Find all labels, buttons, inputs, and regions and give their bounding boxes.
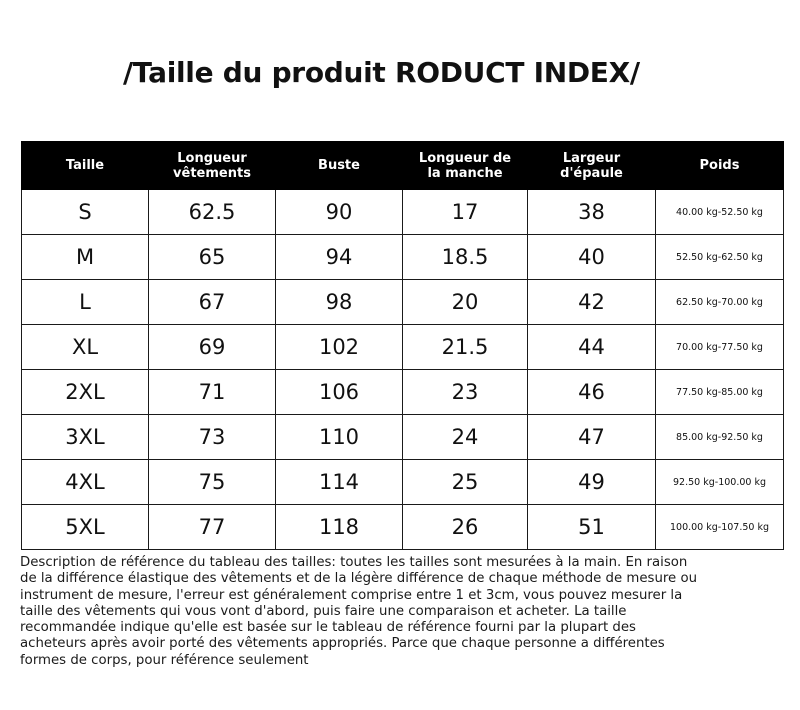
cell-shoulder: 40 <box>528 235 656 280</box>
cell-length: 77 <box>149 505 276 550</box>
cell-size: 4XL <box>22 460 149 505</box>
cell-length: 75 <box>149 460 276 505</box>
header-largeur-epaule-label: Largeur d'épaule <box>560 150 623 181</box>
table-row <box>22 370 784 415</box>
cell-bust: 114 <box>276 460 403 505</box>
cell-shoulder: 38 <box>528 190 656 235</box>
cell-shoulder: 46 <box>528 370 656 415</box>
size-chart-table <box>21 141 784 550</box>
table-row <box>22 415 784 460</box>
table-row <box>22 460 784 505</box>
size-chart-description: Description de référence du tableau des tailles: toutes les tailles sont mesurées à la main. En raison de la différence élastique des vêtements et de la légère différence de chaque méthode de mesure ou instrument de mesure, l'erreur est généralement comprise entre 1 et 3cm, vous pouvez mesurer la taille des vêtements qui vous vont d'abord, puis faire une comparaison et acheter. La taille recommandée indique qu'elle est basée sur le tableau de référence fourni par la plupart des acheteurs après avoir porté des vêtements appropriés. Parce que chaque personne a différentes formes de corps, pour référence seulement <box>20 555 698 668</box>
cell-size: 5XL <box>22 505 149 550</box>
cell-shoulder: 47 <box>528 415 656 460</box>
cell-weight: 85.00 kg-92.50 kg <box>656 415 784 460</box>
table-row <box>22 235 784 280</box>
cell-weight: 77.50 kg-85.00 kg <box>656 370 784 415</box>
cell-bust: 94 <box>276 235 403 280</box>
header-longueur-manche-label: Longueur de la manche <box>418 150 512 181</box>
cell-length: 65 <box>149 235 276 280</box>
table-row <box>22 190 784 235</box>
cell-shoulder: 42 <box>528 280 656 325</box>
table-row <box>22 325 784 370</box>
header-largeur-epaule <box>528 142 656 190</box>
cell-bust: 106 <box>276 370 403 415</box>
cell-weight: 70.00 kg-77.50 kg <box>656 325 784 370</box>
header-longueur-vetements <box>149 142 276 190</box>
cell-size: M <box>22 235 149 280</box>
table-row <box>22 505 784 550</box>
page-title: /Taille du produit RODUCT INDEX/ <box>123 56 640 89</box>
cell-length: 73 <box>149 415 276 460</box>
cell-shoulder: 51 <box>528 505 656 550</box>
header-longueur-vetements-label: Longueur vêtements <box>173 150 251 181</box>
table-row <box>22 280 784 325</box>
cell-bust: 98 <box>276 280 403 325</box>
cell-weight: 92.50 kg-100.00 kg <box>656 460 784 505</box>
cell-size: L <box>22 280 149 325</box>
header-buste: Buste <box>276 142 403 190</box>
cell-sleeve: 17 <box>403 190 528 235</box>
cell-bust: 102 <box>276 325 403 370</box>
cell-sleeve: 21.5 <box>403 325 528 370</box>
header-longueur-manche <box>403 142 528 190</box>
cell-sleeve: 20 <box>403 280 528 325</box>
cell-size: 2XL <box>22 370 149 415</box>
table-header-row <box>22 142 784 190</box>
cell-shoulder: 49 <box>528 460 656 505</box>
cell-size: XL <box>22 325 149 370</box>
cell-sleeve: 23 <box>403 370 528 415</box>
cell-sleeve: 25 <box>403 460 528 505</box>
cell-weight: 40.00 kg-52.50 kg <box>656 190 784 235</box>
cell-length: 71 <box>149 370 276 415</box>
cell-length: 69 <box>149 325 276 370</box>
header-poids: Poids <box>656 142 784 190</box>
cell-weight: 100.00 kg-107.50 kg <box>656 505 784 550</box>
cell-bust: 90 <box>276 190 403 235</box>
cell-sleeve: 24 <box>403 415 528 460</box>
cell-length: 67 <box>149 280 276 325</box>
cell-weight: 52.50 kg-62.50 kg <box>656 235 784 280</box>
cell-size: S <box>22 190 149 235</box>
cell-size: 3XL <box>22 415 149 460</box>
header-taille: Taille <box>22 142 149 190</box>
cell-sleeve: 18.5 <box>403 235 528 280</box>
cell-bust: 110 <box>276 415 403 460</box>
cell-length: 62.5 <box>149 190 276 235</box>
cell-sleeve: 26 <box>403 505 528 550</box>
cell-weight: 62.50 kg-70.00 kg <box>656 280 784 325</box>
cell-bust: 118 <box>276 505 403 550</box>
cell-shoulder: 44 <box>528 325 656 370</box>
